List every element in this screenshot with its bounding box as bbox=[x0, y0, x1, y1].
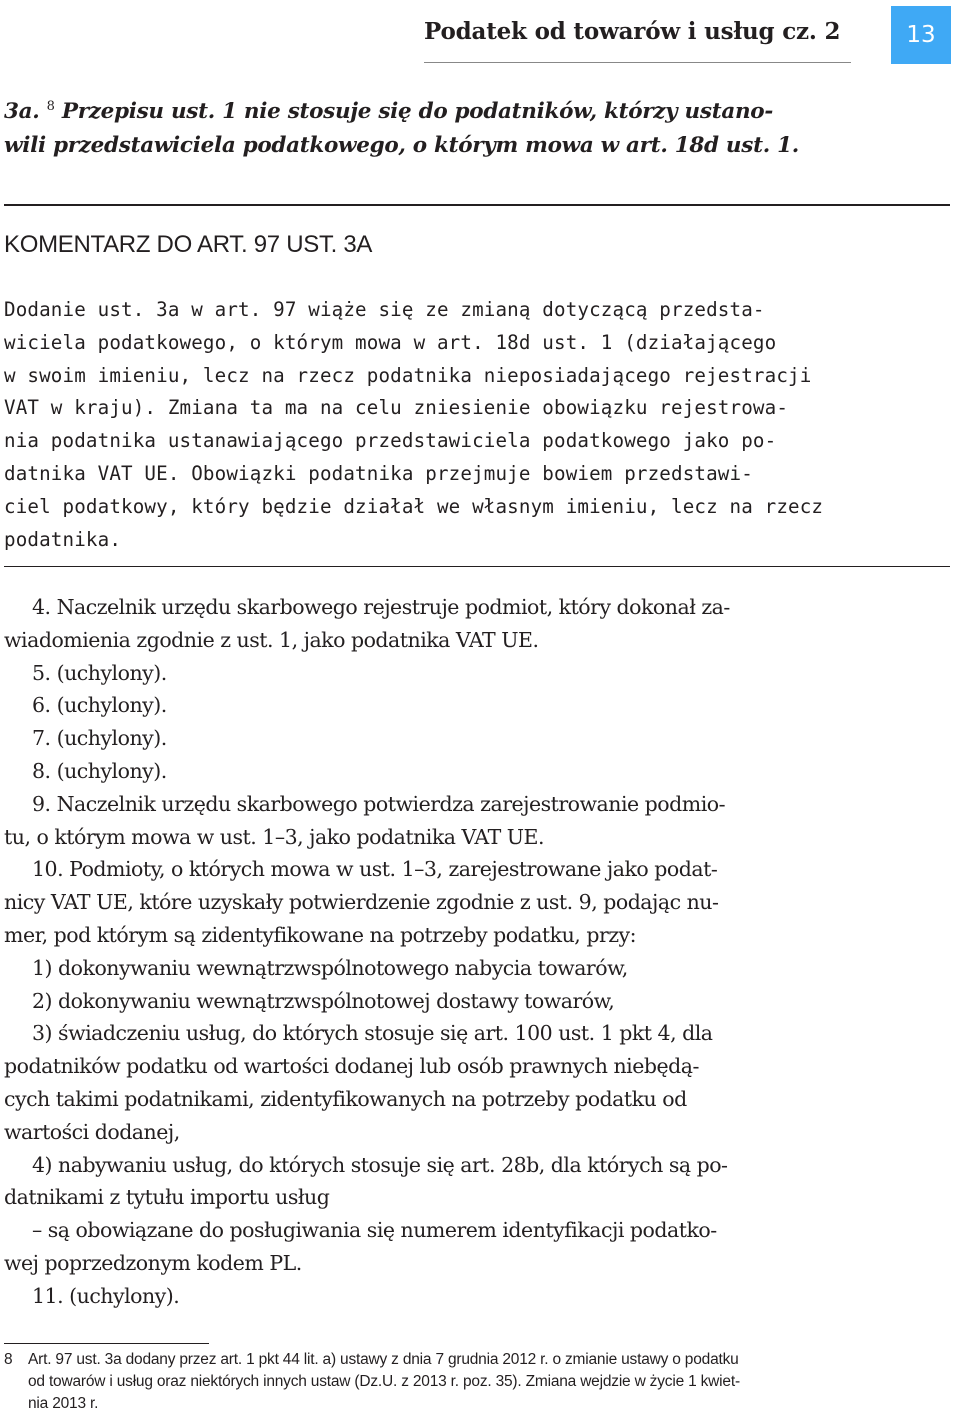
provision-line: wiadomienia zgodnie z ust. 1, jako podatnika VAT UE. bbox=[4, 627, 539, 652]
provision-line: wej poprzedzonym kodem PL. bbox=[4, 1250, 302, 1275]
header-divider bbox=[424, 62, 851, 63]
page-number-badge: 13 bbox=[891, 6, 951, 64]
provision-line: 9. Naczelnik urzędu skarbowego potwierdza zarejestrowanie podmio- bbox=[32, 791, 726, 816]
footnote-mark: 8 bbox=[4, 1351, 13, 1368]
footnote-line: Art. 97 ust. 3a dodany przez art. 1 pkt 44 lit. a) ustawy z dnia 7 grudnia 2012 r. o zmianie ustawy o podatku bbox=[28, 1351, 739, 1368]
provision-line: wartości dodanej, bbox=[4, 1119, 180, 1144]
commentary-line: Dodanie ust. 3a w art. 97 wiąże się ze zmianą dotyczącą przedsta- bbox=[4, 298, 765, 321]
article-number: 3a. bbox=[4, 99, 40, 124]
commentary-body bbox=[4, 294, 950, 556]
provision-line: cych takimi podatnikami, zidentyfikowanych na potrzeby podatku od bbox=[4, 1086, 687, 1111]
commentary-heading: KOMENTARZ DO ART. 97 UST. 3A bbox=[4, 231, 373, 258]
footnote-text bbox=[28, 1349, 954, 1415]
provision-line: 4) nabywaniu usług, do których stosuje się art. 28b, dla których są po- bbox=[32, 1152, 728, 1177]
provision-line: 8. (uchylony). bbox=[32, 758, 167, 783]
provision-line: datnikami z tytułu importu usług bbox=[4, 1185, 330, 1210]
article-text-line-1: Przepisu ust. 1 nie stosuje się do podatników, którzy ustano- bbox=[61, 99, 773, 124]
commentary-line: VAT w kraju). Zmiana ta ma na celu zniesienie obowiązku rejestrowa- bbox=[4, 396, 789, 420]
provision-line: podatników podatku od wartości dodanej lub osób prawnych niebędą- bbox=[4, 1054, 699, 1079]
provision-line: 7. (uchylony). bbox=[32, 726, 167, 751]
footnote-reference[interactable]: 8 bbox=[46, 99, 55, 114]
provision-line: nicy VAT UE, które uzyskały potwierdzenie zgodnie z ust. 9, podając nu- bbox=[4, 890, 719, 915]
running-header-title: Podatek od towarów i usług cz. 2 bbox=[424, 18, 841, 45]
commentary-top-divider bbox=[4, 204, 950, 206]
provision-line: 6. (uchylony). bbox=[32, 693, 167, 718]
statute-provisions bbox=[4, 591, 954, 1313]
article-text-line-2: wili przedstawiciela podatkowego, o którym mowa w art. 18d ust. 1. bbox=[4, 133, 799, 158]
commentary-line: w swoim imieniu, lecz na rzecz podatnika nieposiadającego rejestracji bbox=[4, 363, 812, 387]
provision-line: 5. (uchylony). bbox=[32, 660, 167, 685]
provision-line: 3) świadczeniu usług, do których stosuje się art. 100 ust. 1 pkt 4, dla bbox=[32, 1021, 713, 1046]
article-3a bbox=[4, 95, 950, 163]
provision-line: 4. Naczelnik urzędu skarbowego rejestruje podmiot, który dokonał za- bbox=[32, 595, 730, 619]
commentary-line: nia podatnika ustanawiającego przedstawiciela podatkowego jako po- bbox=[4, 429, 777, 453]
commentary-line: datnika VAT UE. Obowiązki podatnika przejmuje bowiem przedstawi- bbox=[4, 461, 753, 485]
footnote-line: od towarów i usług oraz niektórych innych ustaw (Dz.U. z 2013 r. poz. 35). Zmiana wejdzie w życie 1 kwiet- bbox=[28, 1373, 740, 1390]
provision-line: mer, pod którym są zidentyfikowane na potrzeby podatku, przy: bbox=[4, 922, 637, 947]
footnote-line: nia 2013 r. bbox=[28, 1395, 99, 1412]
commentary-line: wiciela podatkowego, o którym mowa w art. 18d ust. 1 (działającego bbox=[4, 330, 777, 354]
footnote-divider bbox=[4, 1343, 209, 1344]
provision-line: 1) dokonywaniu wewnątrzwspólnotowego nabycia towarów, bbox=[32, 955, 628, 980]
provision-line: – są obowiązane do posługiwania się numerem identyfikacji podatko- bbox=[32, 1218, 717, 1243]
commentary-line: ciel podatkowy, który będzie działał we własnym imieniu, lecz na rzecz bbox=[4, 494, 824, 518]
commentary-bottom-divider bbox=[4, 566, 950, 567]
provision-line: 2) dokonywaniu wewnątrzwspólnotowej dostawy towarów, bbox=[32, 988, 615, 1013]
provision-line: 11. (uchylony). bbox=[32, 1283, 180, 1308]
provision-line: tu, o którym mowa w ust. 1–3, jako podatnika VAT UE. bbox=[4, 824, 545, 849]
provision-line: 10. Podmioty, o których mowa w ust. 1–3, zarejestrowane jako podat- bbox=[32, 857, 718, 882]
commentary-line: podatnika. bbox=[4, 527, 122, 551]
